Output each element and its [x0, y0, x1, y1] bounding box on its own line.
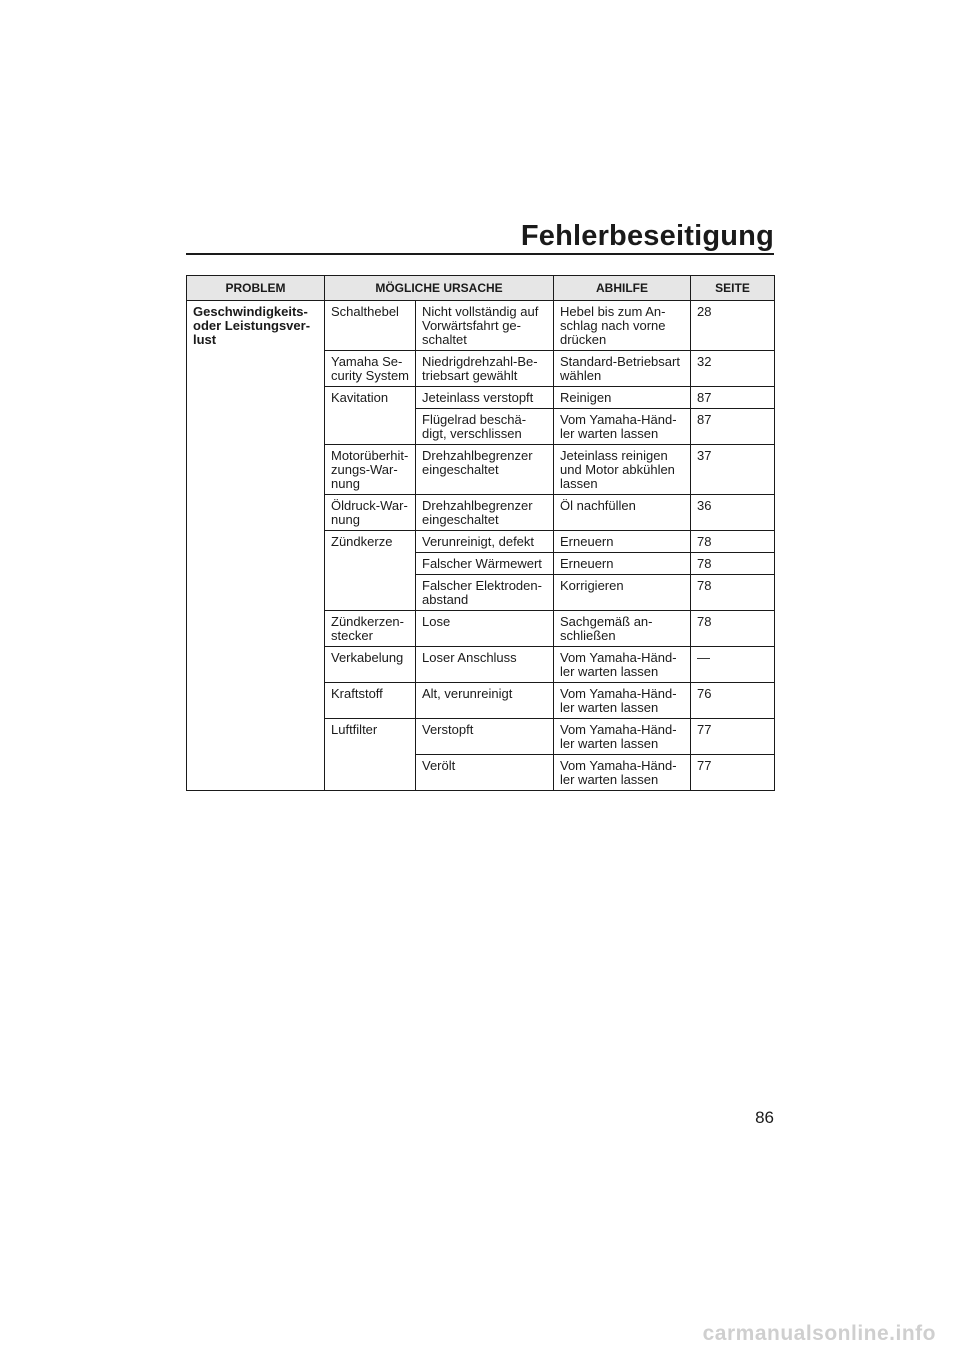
cause-cell: Loser Anschluss [416, 647, 554, 683]
remedy-cell: Jeteinlass reinigen und Motor abkühlen lassen [554, 445, 691, 495]
header-page: SEITE [691, 276, 775, 301]
page-cell: 28 [691, 301, 775, 351]
page-title: Fehlerbeseitigung [520, 220, 774, 252]
page-cell: 87 [691, 409, 775, 445]
page-cell: 78 [691, 553, 775, 575]
table-row [187, 301, 775, 351]
component-cell: Zündkerzen- stecker [325, 611, 416, 647]
cause-cell: Verölt [416, 755, 554, 791]
cause-cell: Lose [416, 611, 554, 647]
remedy-cell: Vom Yamaha-Händ- ler warten lassen [554, 683, 691, 719]
page-cell: 78 [691, 611, 775, 647]
component-cell: Schalthebel [325, 301, 416, 351]
cause-cell: Verunreinigt, defekt [416, 531, 554, 553]
remedy-cell: Erneuern [554, 531, 691, 553]
page-cell: 77 [691, 719, 775, 755]
header-cause: MÖGLICHE URSACHE [325, 276, 554, 301]
page-cell: 32 [691, 351, 775, 387]
header-remedy: ABHILFE [554, 276, 691, 301]
page-cell: 76 [691, 683, 775, 719]
remedy-cell: Sachgemäß an- schließen [554, 611, 691, 647]
cause-cell: Drehzahlbegrenzer eingeschaltet [416, 445, 554, 495]
page-cell: 78 [691, 531, 775, 553]
component-cell: Kavitation [325, 387, 416, 445]
page-number: 86 [755, 1108, 774, 1127]
component-cell: Verkabelung [325, 647, 416, 683]
cause-cell: Verstopft [416, 719, 554, 755]
remedy-cell: Vom Yamaha-Händ- ler warten lassen [554, 719, 691, 755]
cause-cell: Niedrigdrehzahl-Be- triebsart gewählt [416, 351, 554, 387]
table-body [187, 301, 775, 791]
component-cell: Zündkerze [325, 531, 416, 611]
remedy-cell: Vom Yamaha-Händ- ler warten lassen [554, 647, 691, 683]
page-cell: 37 [691, 445, 775, 495]
watermark: carmanualsonline.info [702, 1322, 936, 1345]
remedy-cell: Öl nachfüllen [554, 495, 691, 531]
cause-cell: Flügelrad beschä- digt, verschlissen [416, 409, 554, 445]
title-rule [186, 253, 774, 255]
remedy-cell: Korrigieren [554, 575, 691, 611]
cause-cell: Nicht vollständig auf Vorwärtsfahrt ge- schaltet [416, 301, 554, 351]
cause-cell: Jeteinlass verstopft [416, 387, 554, 409]
remedy-cell: Vom Yamaha-Händ- ler warten lassen [554, 755, 691, 791]
troubleshooting-table [186, 275, 775, 791]
remedy-cell: Erneuern [554, 553, 691, 575]
remedy-cell: Standard-Betriebsart wählen [554, 351, 691, 387]
component-cell: Luftfilter [325, 719, 416, 791]
page-cell: 77 [691, 755, 775, 791]
table-header-row [187, 276, 775, 301]
header-problem: PROBLEM [187, 276, 325, 301]
page-cell: 78 [691, 575, 775, 611]
component-cell: Kraftstoff [325, 683, 416, 719]
remedy-cell: Hebel bis zum An- schlag nach vorne drücken [554, 301, 691, 351]
cause-cell: Falscher Elektroden- abstand [416, 575, 554, 611]
page-cell: 87 [691, 387, 775, 409]
remedy-cell: Vom Yamaha-Händ- ler warten lassen [554, 409, 691, 445]
cause-cell: Falscher Wärmewert [416, 553, 554, 575]
component-cell: Motorüberhit- zungs-War- nung [325, 445, 416, 495]
page-cell: — [691, 647, 775, 683]
cause-cell: Drehzahlbegrenzer eingeschaltet [416, 495, 554, 531]
problem-cell: Geschwindigkeits- oder Leistungsver- lust [187, 301, 325, 791]
component-cell: Öldruck-War- nung [325, 495, 416, 531]
remedy-cell: Reinigen [554, 387, 691, 409]
cause-cell: Alt, verunreinigt [416, 683, 554, 719]
component-cell: Yamaha Se- curity System [325, 351, 416, 387]
page-cell: 36 [691, 495, 775, 531]
